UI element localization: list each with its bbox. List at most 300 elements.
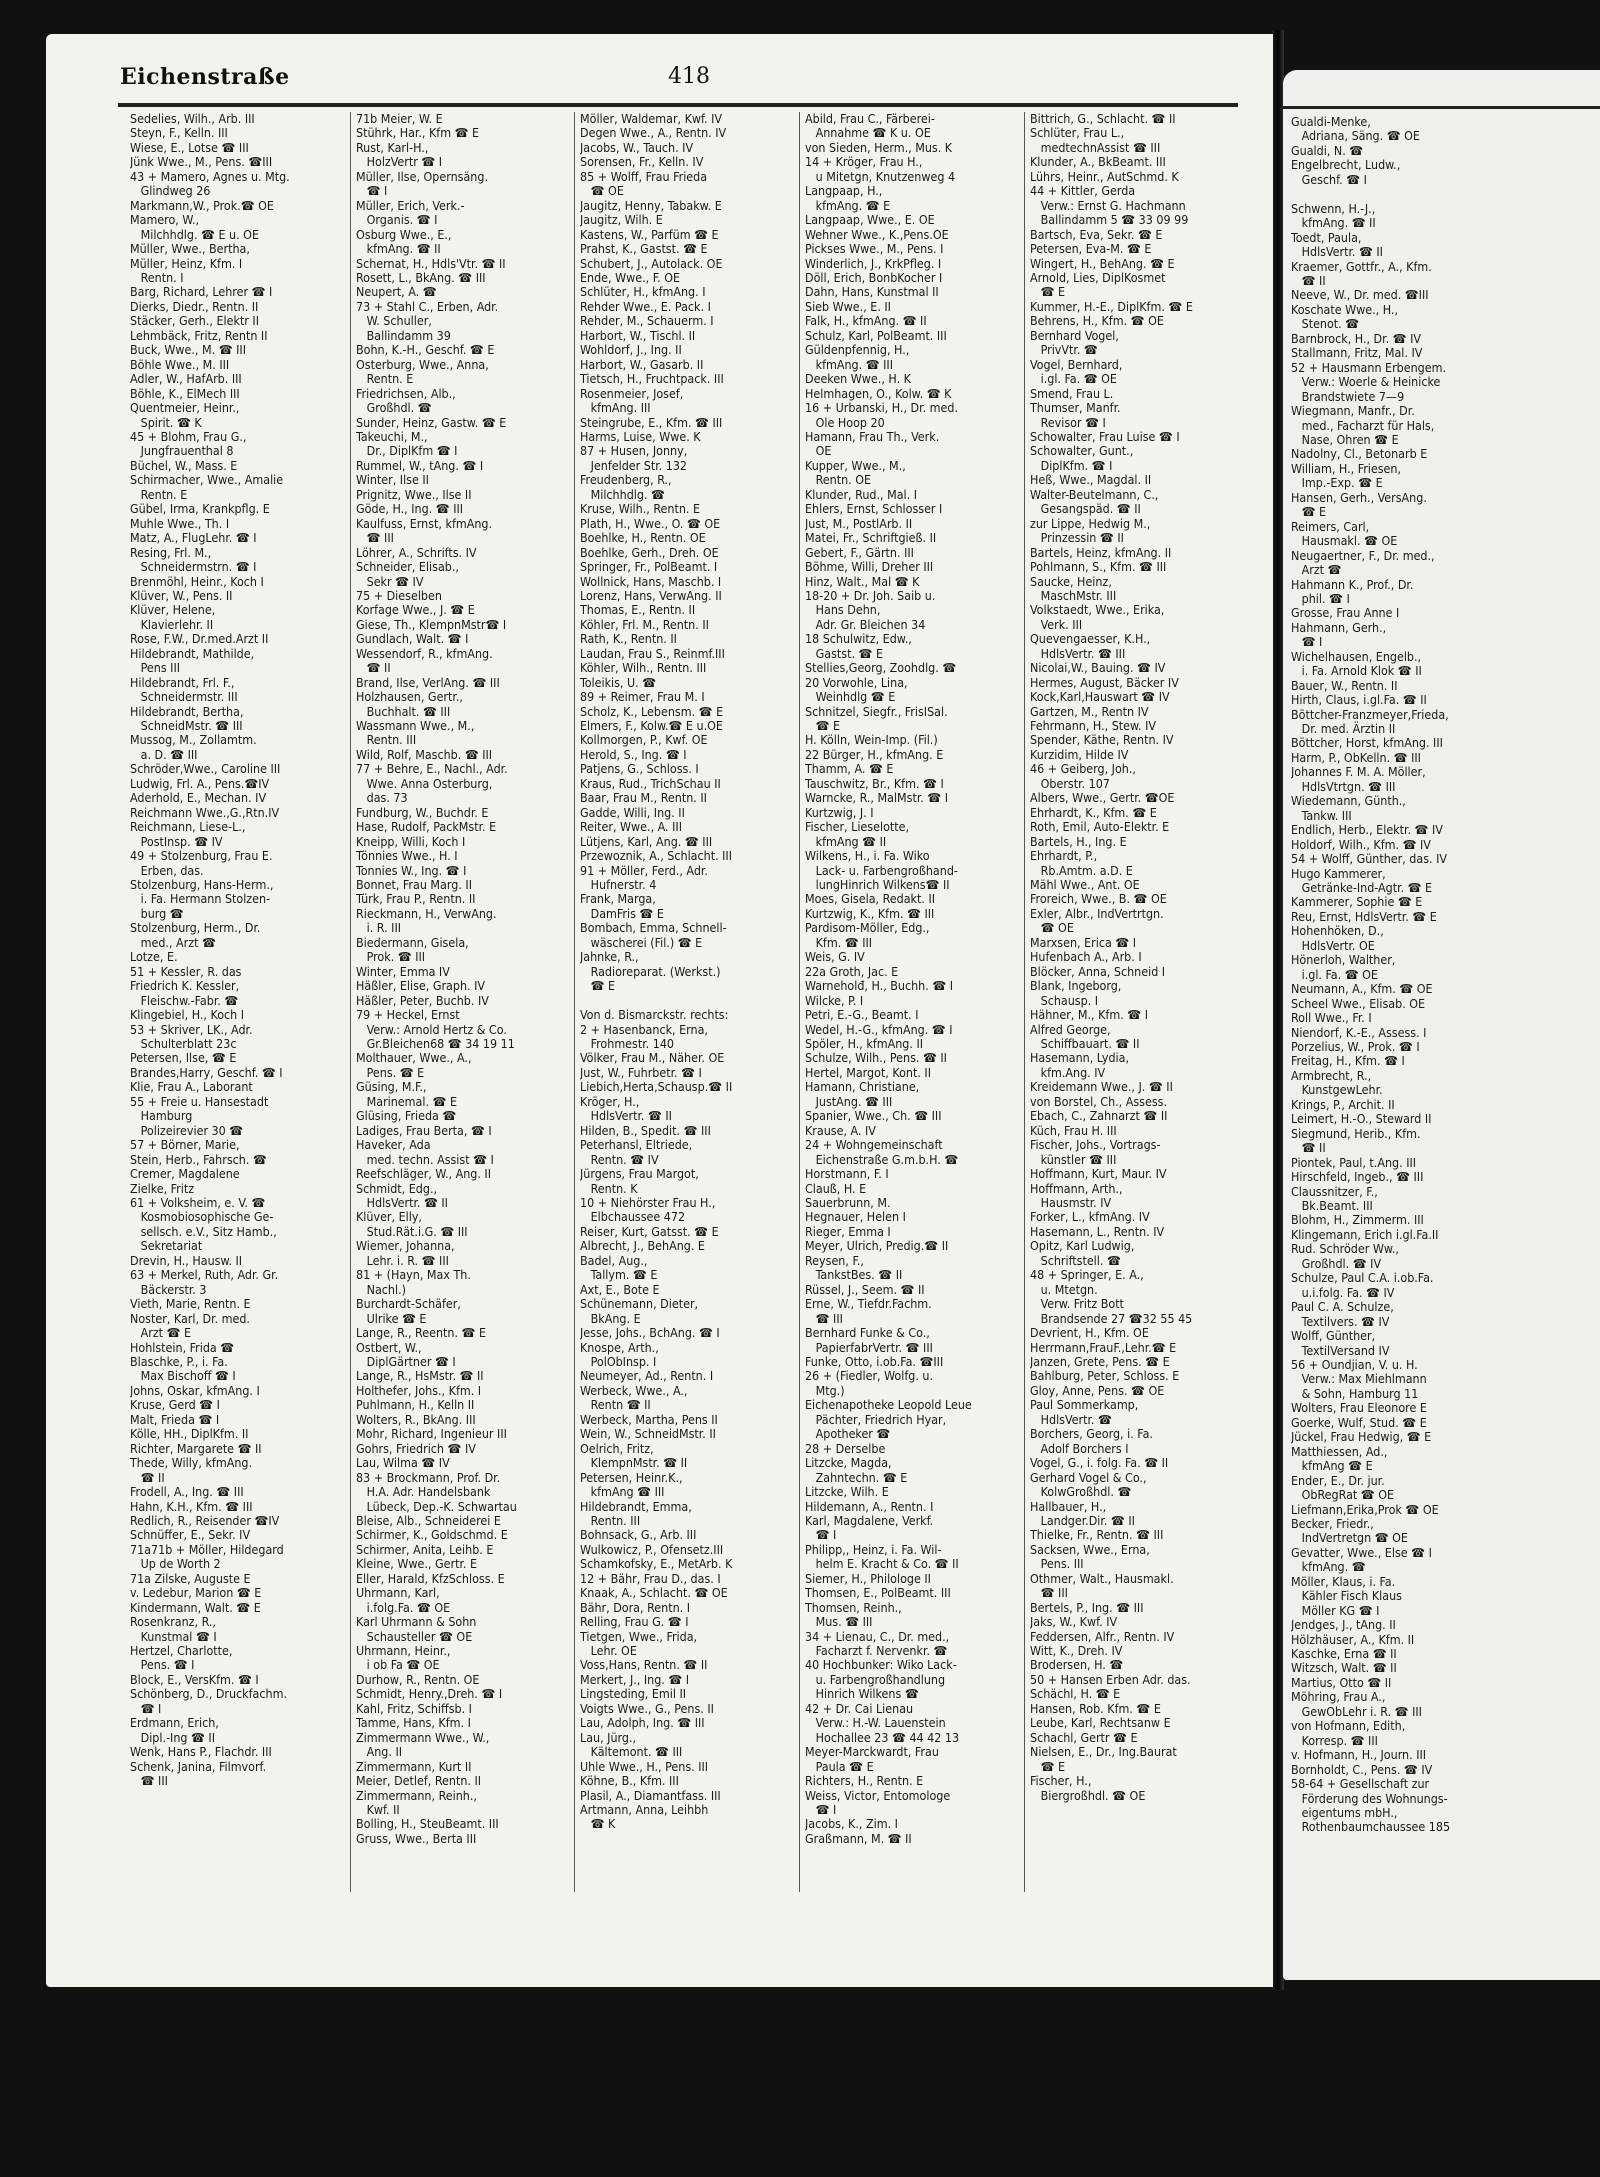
directory-entry: Plath, H., Wwe., O. ☎ OE xyxy=(580,515,721,531)
directory-entry: Kraus, Rud., TrichSchau II xyxy=(580,775,721,791)
directory-entry: 42 + Dr. Cai Lienau xyxy=(805,1700,914,1716)
directory-entry: 40 Hochbunker: Wiko Lack- xyxy=(805,1657,957,1673)
directory-entry: Wolters, R., BkAng. III xyxy=(356,1411,476,1427)
directory-entry: Abild, Frau C., Färberei- xyxy=(805,112,935,126)
directory-entry: Nadolny, Cl., Betonarb E xyxy=(1291,446,1428,462)
directory-entry: Wilkens, H., i. Fa. Wiko xyxy=(805,848,930,864)
directory-entry: kfmAng ☎ III xyxy=(580,1484,665,1500)
directory-entry: i. Fa. Hermann Stolzen- xyxy=(130,891,271,907)
directory-entry: Smend, Frau L. xyxy=(1030,385,1114,401)
directory-entry: Rose, F.W., Dr.med.Arzt II xyxy=(130,631,269,647)
directory-entry: Lehr. OE xyxy=(580,1643,637,1659)
directory-entry: Bertels, P., Ing. ☎ III xyxy=(1030,1599,1144,1615)
directory-entry: Schowalter, Gunt., xyxy=(1030,443,1134,459)
directory-entry: lungHinrich Wilkens☎ II xyxy=(805,877,950,893)
directory-entry: Schiffbauart. ☎ II xyxy=(1030,1036,1140,1051)
directory-entry: Klüver, W., Pens. II xyxy=(130,587,233,603)
directory-entry: DiplKfm. ☎ I xyxy=(1030,457,1113,473)
directory-entry: Hilden, B., Spedit. ☎ III xyxy=(580,1122,711,1138)
directory-entry: Quevengaesser, K.H., xyxy=(1030,631,1151,647)
directory-entry: Boehlke, Gerh., Dreh. OE xyxy=(580,544,719,560)
directory-entry: Hasemann, L., Rentn. IV xyxy=(1030,1223,1165,1239)
directory-entry: Rüssel, J., Seem. ☎ II xyxy=(805,1281,925,1297)
directory-entry: Hinz, Walt., Mal ☎ K xyxy=(805,573,920,589)
directory-entry: Kastens, W., Parfüm ☎ E xyxy=(580,226,719,242)
directory-entry: Hausmakl. ☎ OE xyxy=(1291,533,1398,549)
directory-entry: 55 + Freie u. Hansestadt xyxy=(130,1093,269,1109)
directory-entry: Marinemal. ☎ E xyxy=(356,1093,458,1109)
directory-entry: Holdorf, Wilh., Kfm. ☎ IV xyxy=(1291,836,1431,852)
directory-entry: Friedrich K. Kessler, xyxy=(130,978,240,994)
directory-entry: Thamm, A. ☎ E xyxy=(805,761,894,777)
directory-entry: Koschate Wwe., H., xyxy=(1291,301,1398,317)
directory-entry: DamFris ☎ E xyxy=(580,905,664,921)
directory-entry: Tauschwitz, Br., Kfm. ☎ I xyxy=(805,775,944,791)
directory-entry: Kummer, H.-E., DiplKfm. ☎ E xyxy=(1030,298,1193,314)
directory-entry: Köhne, B., Kfm. III xyxy=(580,1773,679,1789)
directory-entry: Pohlmann, S., Kfm. ☎ III xyxy=(1030,559,1167,575)
directory-entry: Förderung des Wohnungs- xyxy=(1291,1790,1448,1806)
directory-entry: Philipp,, Heinz, i. Fa. Wil- xyxy=(805,1541,942,1557)
directory-entry: Noster, Karl, Dr. med. xyxy=(130,1310,250,1326)
directory-entry: 24 + Wohngemeinschaft xyxy=(805,1137,943,1153)
directory-entry: Armbrecht, R., xyxy=(1291,1067,1372,1083)
directory-entry: kfm.Ang. IV xyxy=(1030,1064,1106,1080)
directory-entry: 20 Vorwohle, Lina, xyxy=(805,674,908,690)
directory-entry: Pens. ☎ I xyxy=(130,1657,195,1673)
directory-entry: 26 + (Fiedler, Wolfg. u. xyxy=(805,1368,934,1384)
directory-entry: Hasemann, Lydia, xyxy=(1030,1050,1129,1066)
directory-entry: med., Arzt ☎ xyxy=(130,934,216,950)
directory-entry: Lütjens, Karl, Ang. ☎ III xyxy=(580,833,713,849)
directory-entry: & Sohn, Hamburg 11 xyxy=(1291,1385,1419,1401)
directory-entry: Rentn ☎ II xyxy=(580,1397,651,1413)
directory-entry: Jaks, W., Kwf. IV xyxy=(1030,1614,1118,1630)
column-divider xyxy=(350,112,351,1892)
directory-entry: Harbort, W., Tischl. II xyxy=(580,327,696,343)
directory-entry: Winter, Emma IV xyxy=(356,963,450,979)
directory-entry: Hamann, Frau Th., Verk. xyxy=(805,428,940,444)
directory-entry: Hölzhäuser, A., Kfm. II xyxy=(1291,1631,1415,1647)
directory-entry: Vieth, Marie, Rentn. E xyxy=(130,1296,251,1312)
directory-entry: Peterhansl, Eltriede, xyxy=(580,1137,693,1153)
directory-entry: Ebach, C., Zahnarzt ☎ II xyxy=(1030,1108,1168,1124)
directory-entry: 73 + Stahl C., Erben, Adr. xyxy=(356,298,499,314)
directory-entry: Stührk, Har., Kfm ☎ E xyxy=(356,125,480,141)
directory-entry: Lange, R., HsMstr. ☎ II xyxy=(356,1368,484,1384)
directory-entry: Schneidermstr. III xyxy=(130,689,238,705)
directory-entry: Reichmann Wwe.,G.,Rtn.IV xyxy=(130,804,280,820)
directory-entry: Schachl, Gertr ☎ E xyxy=(1030,1729,1138,1745)
directory-entry: Rieckmann, H., VerwAng. xyxy=(356,905,497,921)
directory-entry: Köhler, Frl. M., Rentn. II xyxy=(580,616,709,632)
directory-entry: Kältemont. ☎ III xyxy=(580,1744,683,1760)
directory-entry: 10 + Niehörster Frau H., xyxy=(580,1194,716,1210)
directory-entry: Revisor ☎ I xyxy=(1030,414,1106,430)
directory-entry: Eichenapotheke Leopold Leue xyxy=(805,1397,972,1413)
directory-entry: Klunder, Rud., Mal. I xyxy=(805,486,917,502)
directory-entry: Ballindamm 39 xyxy=(356,327,451,343)
directory-entry: Rentn. III xyxy=(356,732,417,748)
directory-entry: Sauerbrunn, M. xyxy=(805,1194,891,1210)
directory-entry: ☎ I xyxy=(1291,634,1323,650)
directory-entry: Axt, E., Bote E xyxy=(580,1281,660,1297)
directory-entry: Schubert, J., Autolack. OE xyxy=(580,255,723,271)
directory-entry: Mohr, Richard, Ingenieur III xyxy=(356,1426,507,1442)
directory-entry: 83 + Brockmann, Prof. Dr. xyxy=(356,1469,501,1485)
directory-entry: Schulze, Wilh., Pens. ☎ II xyxy=(805,1050,947,1066)
directory-entry: Lorenz, Hans, VerwAng. II xyxy=(580,587,722,603)
directory-entry: Schausp. I xyxy=(1030,992,1099,1008)
directory-column-6 xyxy=(1291,115,1591,1955)
directory-entry: Rust, Karl-H., xyxy=(356,139,429,155)
directory-entry: Gruss, Wwe., Berta III xyxy=(356,1830,477,1846)
directory-entry: Janzen, Grete, Pens. ☎ E xyxy=(1030,1353,1170,1369)
directory-entry: Adr. Gr. Bleichen 34 xyxy=(805,616,926,632)
directory-entry: u. Mtetgn. xyxy=(1030,1281,1098,1297)
directory-entry: 54 + Wolff, Günther, das. IV xyxy=(1291,851,1448,867)
directory-column-1 xyxy=(130,112,350,1892)
directory-entry: Spöler, H., kfmAng. II xyxy=(805,1036,924,1051)
directory-entry: Zimmermann Wwe., W., xyxy=(356,1729,490,1745)
directory-entry: Kurtzwig, K., Kfm. ☎ III xyxy=(805,905,935,921)
directory-entry: v. Hofmann, H., Journ. III xyxy=(1291,1747,1427,1763)
directory-entry: Prok. ☎ III xyxy=(356,949,426,965)
directory-entry: Wingert, H., BehAng. ☎ E xyxy=(1030,255,1175,271)
directory-entry: Brenmöhl, Heinr., Koch I xyxy=(130,573,264,589)
directory-entry: Jungfrauenthal 8 xyxy=(130,443,234,459)
directory-entry: Krings, P., Archit. II xyxy=(1291,1096,1395,1112)
directory-entry: Ehlers, Ernst, Schlosser I xyxy=(805,501,943,517)
directory-entry: Schulze, Paul C.A. i.ob.Fa. xyxy=(1291,1270,1434,1286)
directory-entry: Degen Wwe., A., Rentn. IV xyxy=(580,125,727,141)
directory-entry: Freitag, H., Kfm. ☎ I xyxy=(1291,1053,1405,1069)
directory-entry: Uhle Wwe., H., Pens. III xyxy=(580,1758,709,1774)
directory-entry: OE xyxy=(805,443,832,459)
directory-entry: Schernat, H., Hdls'Vtr. ☎ II xyxy=(356,255,506,271)
directory-entry: 53 + Skriver, LK., Adr. xyxy=(130,1021,253,1037)
directory-entry: Steingrube, E., Kfm. ☎ III xyxy=(580,414,723,430)
directory-entry: Schirmacher, Wwe., Amalie xyxy=(130,472,284,488)
directory-entry: Graßmann, M. ☎ II xyxy=(805,1830,912,1846)
directory-entry: Roll Wwe., Fr. I xyxy=(1291,1010,1372,1026)
directory-entry: Litzcke, Magda, xyxy=(805,1455,892,1471)
directory-entry: i. Fa. Arnold Klok ☎ II xyxy=(1291,663,1422,679)
directory-entry: Wassmann Wwe., M., xyxy=(356,718,475,734)
directory-entry: Hausmstr. IV xyxy=(1030,1194,1112,1210)
directory-entry: Schriftstell. ☎ xyxy=(1030,1252,1121,1268)
directory-entry: Adler, W., HafArb. III xyxy=(130,371,242,387)
directory-entry: Hildebrandt, Bertha, xyxy=(130,703,244,719)
directory-entry: Feddersen, Alfr., Rentn. IV xyxy=(1030,1628,1175,1644)
directory-entry: 34 + Lienau, C., Dr. med., xyxy=(805,1628,950,1644)
directory-column-4 xyxy=(805,112,1025,1892)
directory-entry: Gübel, Irma, Krankpflg. E xyxy=(130,501,270,517)
directory-entry: Apotheker ☎ xyxy=(805,1426,891,1442)
directory-entry: ☎ III xyxy=(805,1310,843,1326)
directory-entry: medtechnAssist ☎ III xyxy=(1030,139,1161,155)
directory-entry: Jückel, Frau Hedwig, ☎ E xyxy=(1291,1429,1432,1445)
directory-entry: Jürgens, Frau Margot, xyxy=(580,1166,699,1182)
directory-entry: Frodell, A., Ing. ☎ III xyxy=(130,1484,244,1500)
directory-entry: Ole Hoop 20 xyxy=(805,414,885,430)
directory-entry: Tallym. ☎ E xyxy=(580,1267,658,1283)
directory-entry: Reiser, Kurt, Gatsst. ☎ E xyxy=(580,1223,719,1239)
directory-entry: Textilvers. ☎ IV xyxy=(1291,1313,1390,1329)
directory-entry: Jacobs, K., Zim. I xyxy=(805,1816,898,1832)
directory-entry: Fischer, Johs., Vortrags- xyxy=(1030,1137,1161,1153)
directory-entry: Stenot. ☎ xyxy=(1291,316,1360,332)
directory-entry: Osburg Wwe., E., xyxy=(356,226,452,242)
directory-entry: Up de Worth 2 xyxy=(130,1556,221,1572)
directory-entry: 49 + Stolzenburg, Frau E. xyxy=(130,848,273,864)
page-number: 418 xyxy=(668,64,710,89)
directory-entry: Ostbert, W., xyxy=(356,1339,422,1355)
directory-entry: Freudenberg, R., xyxy=(580,472,672,488)
directory-entry: Artmann, Anna, Leihbh xyxy=(580,1802,709,1818)
directory-entry: Fischer, H., xyxy=(1030,1773,1092,1789)
directory-entry: Matthiessen, Ad., xyxy=(1291,1443,1388,1459)
directory-entry: HdlsVertr. ☎ II xyxy=(356,1194,448,1210)
directory-entry: Rieger, Emma I xyxy=(805,1223,891,1239)
directory-entry: Klingemann, Erich i.gl.Fa.II xyxy=(1291,1226,1439,1242)
directory-entry: Bk.Beamt. III xyxy=(1291,1197,1373,1213)
directory-entry: Plasil, A., Diamantfass. III xyxy=(580,1787,721,1803)
directory-entry: Wolff, Günther, xyxy=(1291,1328,1376,1344)
directory-entry: Bähr, Dora, Rentn. I xyxy=(580,1599,691,1615)
directory-entry: Lingsteding, Emil II xyxy=(580,1686,687,1702)
directory-entry: Holzhausen, Gertr., xyxy=(356,689,463,705)
directory-entry: Kammerer, Sophie ☎ E xyxy=(1291,894,1423,910)
directory-entry: phil. ☎ I xyxy=(1291,590,1350,606)
directory-entry: Behrens, H., Kfm. ☎ OE xyxy=(1030,313,1164,329)
directory-entry: Eller, Harald, KfzSchloss. E xyxy=(356,1570,505,1586)
directory-entry: Häßler, Elise, Graph. IV xyxy=(356,978,486,994)
directory-entry: Oberstr. 107 xyxy=(1030,775,1110,791)
directory-entry: Dr., DiplKfm ☎ I xyxy=(356,443,458,459)
directory-entry: Bartsch, Eva, Sekr. ☎ E xyxy=(1030,226,1163,242)
directory-entry: Schowalter, Frau Luise ☎ I xyxy=(1030,428,1180,444)
directory-entry: Lehmbäck, Fritz, Rentn II xyxy=(130,327,268,343)
directory-entry: Lack- u. Farbengroßhand- xyxy=(805,862,958,878)
directory-entry: Drevin, H., Hausw. II xyxy=(130,1252,243,1268)
directory-entry: Moes, Gisela, Redakt. II xyxy=(805,891,936,907)
directory-entry: Kupper, Wwe., M., xyxy=(805,457,906,473)
directory-entry: Wiegmann, Manfr., Dr. xyxy=(1291,403,1415,419)
directory-entry: Sieb Wwe., E. II xyxy=(805,298,891,314)
directory-entry: eigentums mbH., xyxy=(1291,1805,1398,1821)
directory-entry: Petersen, Ilse, ☎ E xyxy=(130,1050,237,1066)
directory-entry: DiplGärtner ☎ I xyxy=(356,1353,456,1369)
directory-entry: Bolling, H., SteuBeamt. III xyxy=(356,1816,499,1832)
directory-entry: Hoffmann, Arth., xyxy=(1030,1180,1123,1196)
directory-entry: Sunder, Heinz, Gastw. ☎ E xyxy=(356,414,507,430)
directory-entry: Brandes,Harry, Geschf. ☎ I xyxy=(130,1064,283,1080)
directory-entry: Böhle, K., ElMech III xyxy=(130,385,240,401)
directory-entry: Frank, Marga, xyxy=(580,891,656,907)
directory-entry: kfmAng. ☎ E xyxy=(805,197,891,213)
directory-entry: Ballindamm 5 ☎ 33 09 99 xyxy=(1030,212,1189,228)
directory-entry: Matz, A., FlugLehr. ☎ I xyxy=(130,530,257,546)
directory-entry: Rosenmeier, Josef, xyxy=(580,385,684,401)
directory-entry: Aderhold, E., Mechan. IV xyxy=(130,790,267,806)
directory-entry: Müller, Heinz, Kfm. I xyxy=(130,255,243,271)
directory-entry: Prahst, K., Gastst. ☎ E xyxy=(580,241,708,257)
directory-entry: i.folg.Fa. ☎ OE xyxy=(356,1599,451,1615)
directory-entry: Verw.: Max Miehlmann xyxy=(1291,1371,1427,1387)
directory-entry: Eichenstraße G.m.b.H. ☎ xyxy=(805,1151,959,1167)
directory-entry: Krause, A. IV xyxy=(805,1122,876,1138)
directory-entry: Piontek, Paul, t.Ang. III xyxy=(1291,1154,1417,1170)
directory-entry: Thomsen, E., PolBeamt. III xyxy=(805,1585,951,1601)
directory-entry: kfmAng. ☎ III xyxy=(805,356,893,372)
directory-entry: Reichmann, Liese-L., xyxy=(130,819,246,835)
directory-entry: Baar, Frau M., Rentn. II xyxy=(580,790,707,806)
directory-entry: Stolzenburg, Hans-Herm., xyxy=(130,877,274,893)
directory-entry: Großhdl. ☎ IV xyxy=(1291,1255,1382,1271)
directory-entry: Ludwig, Frl. A., Pens.☎IV xyxy=(130,775,270,791)
directory-entry: Hildebrandt, Mathilde, xyxy=(130,645,255,661)
directory-entry: kfmAng. ☎ II xyxy=(1291,215,1376,231)
directory-entry: u Mitetgn, Knutzenweg 4 xyxy=(805,168,956,184)
directory-entry: Rentn. E xyxy=(130,486,188,502)
directory-entry: Sacksen, Wwe., Erna, xyxy=(1030,1541,1150,1557)
directory-entry: Kfm. ☎ III xyxy=(805,934,873,950)
directory-entry: 63 + Merkel, Ruth, Adr. Gr. xyxy=(130,1267,279,1283)
directory-entry: Spanier, Wwe., Ch. ☎ III xyxy=(805,1108,942,1124)
directory-entry: Rehder, M., Schauerm. I xyxy=(580,313,714,329)
directory-entry: Hahmann, Gerh., xyxy=(1291,619,1387,635)
directory-entry: Schneider, Elisab., xyxy=(356,559,459,575)
directory-entry: Hamburg xyxy=(130,1108,193,1124)
directory-entry: Von d. Bismarckstr. rechts: xyxy=(580,1007,729,1023)
directory-entry: zur Lippe, Hedwig M., xyxy=(1030,515,1151,531)
directory-entry: Toleikis, U. ☎ xyxy=(580,674,657,690)
directory-entry: Zimmermann, Kurt II xyxy=(356,1758,472,1774)
directory-entry: Tonnies W., Ing. ☎ I xyxy=(356,862,467,878)
directory-entry: med., Facharzt für Hals, xyxy=(1291,417,1435,433)
directory-entry: Goerke, Wulf, Stud. ☎ E xyxy=(1291,1414,1427,1430)
directory-entry: Jaugitz, Wilh. E xyxy=(580,212,663,228)
directory-entry: Tönnies Wwe., H. I xyxy=(356,848,458,864)
directory-entry: Borchers, Georg, i. Fa. xyxy=(1030,1426,1153,1442)
directory-entry: Hahmann K., Prof., Dr. xyxy=(1291,576,1414,592)
directory-entry: sellsch. e.V., Sitz Hamb., xyxy=(130,1223,277,1239)
directory-entry: Wolters, Frau Eleonore E xyxy=(1291,1400,1427,1416)
directory-entry: Hahn, K.H., Kfm. ☎ III xyxy=(130,1498,253,1514)
directory-entry: Block, E., VersKfm. ☎ I xyxy=(130,1671,259,1687)
directory-entry: Schirmer, K., Goldschmd. E xyxy=(356,1527,508,1543)
directory-entry: Muhle Wwe., Th. I xyxy=(130,515,230,531)
directory-entry: Kruse, Wilh., Rentn. E xyxy=(580,501,701,517)
directory-entry: 43 + Mamero, Agnes u. Mtg. xyxy=(130,168,290,184)
directory-entry: Bahlburg, Peter, Schloss. E xyxy=(1030,1368,1180,1384)
directory-entry: Möller, Klaus, i. Fa. xyxy=(1291,1573,1396,1589)
directory-entry: Pens. ☎ E xyxy=(356,1064,425,1080)
directory-entry: HdlsVtrtgn. ☎ III xyxy=(1291,778,1396,794)
directory-entry: Nielsen, E., Dr., Ing.Baurat xyxy=(1030,1744,1177,1760)
directory-entry: Tamme, Hans, Kfm. I xyxy=(356,1715,471,1731)
directory-entry: Wulkowicz, P., Ofensetz.III xyxy=(580,1541,724,1557)
directory-entry: KunstgewLehr. xyxy=(1291,1082,1383,1098)
directory-entry: Falk, H., kfmAng. ☎ II xyxy=(805,313,927,329)
directory-entry: Reysen, F., xyxy=(805,1252,864,1268)
directory-entry: Rentn. III xyxy=(580,1512,641,1528)
directory-entry: 91 + Möller, Ferd., Adr. xyxy=(580,862,708,878)
directory-entry: Stäcker, Gerh., Elektr II xyxy=(130,313,260,329)
directory-entry: Neeve, W., Dr. med. ☎III xyxy=(1291,287,1429,303)
street-heading: Eichenstraße xyxy=(120,64,290,90)
directory-entry: MaschMstr. III xyxy=(1030,587,1117,603)
directory-entry: Pens. III xyxy=(1030,1556,1084,1572)
directory-entry: Thomas, E., Rentn. II xyxy=(580,602,696,618)
directory-entry: 79 + Heckel, Ernst xyxy=(356,1007,460,1023)
directory-entry: Hildemann, A., Rentn. I xyxy=(805,1498,934,1514)
directory-entry: Gesangspäd. ☎ II xyxy=(1030,501,1141,517)
directory-entry: Hufenbach A., Arb. I xyxy=(1030,949,1142,965)
directory-entry: i.gl. Fa. ☎ OE xyxy=(1030,371,1117,387)
directory-entry: ☎ E xyxy=(1030,284,1066,300)
directory-entry: ☎ OE xyxy=(580,183,624,199)
directory-entry: Froreich, Wwe., B. ☎ OE xyxy=(1030,891,1167,907)
directory-entry: Warneholđ, H., Buchh. ☎ I xyxy=(805,978,954,994)
directory-entry: Kollmorgen, P., Kwf. OE xyxy=(580,732,708,748)
directory-entry: Molthauer, Wwe., A., xyxy=(356,1050,472,1066)
directory-entry: Pächter, Friedrich Hyar, xyxy=(805,1411,947,1427)
directory-entry: Kaulfuss, Ernst, kfmAng. xyxy=(356,515,493,531)
directory-entry: Bittrich, G., Schlacht. ☎ II xyxy=(1030,112,1176,126)
directory-entry: kfmAng. III xyxy=(580,400,651,416)
directory-entry: Bauer, W., Rentn. II xyxy=(1291,677,1398,693)
directory-entry: Hansen, Rob. Kfm. ☎ E xyxy=(1030,1700,1161,1716)
directory-entry: KolwGroßhdl. ☎ xyxy=(1030,1484,1132,1500)
directory-entry: Sedelies, Wilh., Arb. III xyxy=(130,112,255,126)
directory-entry: 28 + Derselbe xyxy=(805,1440,886,1456)
directory-entry: ☎ III xyxy=(130,1773,168,1789)
directory-entry: i ob Fa ☎ OE xyxy=(356,1657,440,1673)
directory-entry: Rentn. OE xyxy=(805,472,872,488)
directory-entry: Przewoznik, A., Schlacht. III xyxy=(580,848,733,864)
directory-entry: Fischer, Lieselotte, xyxy=(805,819,910,835)
directory-entry: Harbort, W., Gasarb. II xyxy=(580,356,704,372)
directory-entry: Osterburg, Wwe., Anna, xyxy=(356,356,489,372)
directory-entry: Stein, Herb., Fahrsch. ☎ xyxy=(130,1151,267,1167)
directory-entry: Lau, Adolph, Ing. ☎ III xyxy=(580,1715,705,1731)
directory-entry: Bohnsack, G., Arb. III xyxy=(580,1527,697,1543)
directory-entry: burg ☎ xyxy=(130,905,184,921)
directory-entry: Ende, Wwe., F. OE xyxy=(580,269,681,285)
directory-entry: Holthefer, Johs., Kfm. I xyxy=(356,1382,482,1398)
directory-entry: Witt, K., Dreh. IV xyxy=(1030,1643,1123,1659)
directory-entry: Hinrich Wilkens ☎ xyxy=(805,1686,919,1702)
directory-entry: Verw. Fritz Bott xyxy=(1030,1296,1124,1312)
directory-entry: Forker, L., kfmAng. IV xyxy=(1030,1209,1150,1225)
directory-entry: Löhrer, A., Schrifts. IV xyxy=(356,544,477,560)
directory-entry: Dierks, Diedr., Rentn. II xyxy=(130,298,259,314)
directory-entry: Neugaertner, F., Dr. med., xyxy=(1291,547,1435,563)
directory-entry: Müller, Erich, Verk.- xyxy=(356,197,465,213)
directory-entry: William, H., Friesen, xyxy=(1291,460,1402,476)
directory-entry: Wessendorf, R., kfmAng. xyxy=(356,645,493,661)
directory-entry: Mussog, M., Zollamtm. xyxy=(130,732,257,748)
directory-entry: Gerhard Vogel & Co., xyxy=(1030,1469,1147,1485)
directory-entry: Friedrichsen, Alb., xyxy=(356,385,456,401)
directory-entry: Ang. II xyxy=(356,1744,403,1760)
directory-entry: von Borstel, Ch., Assess. xyxy=(1030,1093,1168,1109)
directory-entry: Reimers, Carl, xyxy=(1291,518,1370,534)
directory-entry: Laudan, Frau S., Reinmf.III xyxy=(580,645,725,661)
directory-entry: Jendges, J., tAng. II xyxy=(1291,1617,1396,1633)
